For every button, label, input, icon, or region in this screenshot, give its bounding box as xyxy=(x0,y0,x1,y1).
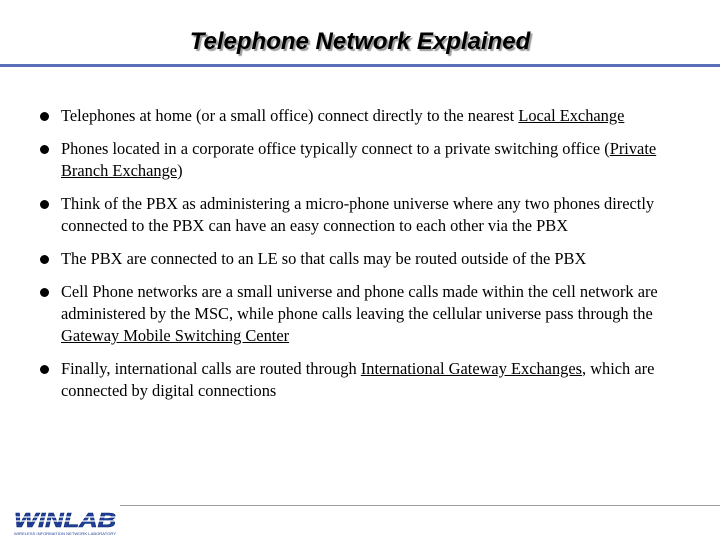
bullet-dot-icon xyxy=(40,112,49,121)
bullet-text: ) xyxy=(177,161,183,180)
bullet-item xyxy=(40,358,680,402)
slide-title: Telephone Network Explained xyxy=(189,28,531,55)
bullet-item xyxy=(40,105,680,127)
winlab-logo xyxy=(12,508,118,538)
title-divider xyxy=(0,64,720,67)
logo-subtitle: WIRELESS INFORMATION NETWORK LABORATORY xyxy=(14,532,117,536)
bullet-dot-icon xyxy=(40,288,49,297)
footer-divider xyxy=(120,505,720,506)
underlined-term: Local Exchange xyxy=(518,106,625,125)
bullet-text: Finally, international calls are routed through xyxy=(61,359,361,378)
underlined-term: Gateway Mobile Switching Center xyxy=(61,326,290,345)
bullet-text: Phones located in a corporate office typically connect to a private switching office ( xyxy=(61,139,610,158)
bullet-list xyxy=(40,105,680,413)
bullet-text: , which are connected by digital connections xyxy=(61,359,655,400)
bullet-item xyxy=(40,248,680,270)
bullet-text: Think of the PBX as administering a micro-phone universe where any two phones directly connected to the PBX can have an easy connection to each other via the PBX xyxy=(61,194,655,235)
underlined-term: Private Branch Exchange xyxy=(61,139,657,180)
bullet-item xyxy=(40,193,680,237)
bullet-dot-icon xyxy=(40,145,49,154)
underlined-term: International Gateway Exchanges xyxy=(360,359,582,378)
bullet-dot-icon xyxy=(40,255,49,264)
bullet-dot-icon xyxy=(40,365,49,374)
bullet-text: Telephones at home (or a small office) connect directly to the nearest xyxy=(61,106,519,125)
bullet-text: Cell Phone networks are a small universe and phone calls made within the cell network are administered by the MSC, while phone calls leaving the cellular universe pass through the xyxy=(61,282,658,323)
bullet-text: The PBX are connected to an LE so that calls may be routed outside of the PBX xyxy=(61,249,587,268)
logo-text: WINLAB xyxy=(14,510,117,532)
bullet-item xyxy=(40,281,680,347)
bullet-dot-icon xyxy=(40,200,49,209)
bullet-item xyxy=(40,138,680,182)
